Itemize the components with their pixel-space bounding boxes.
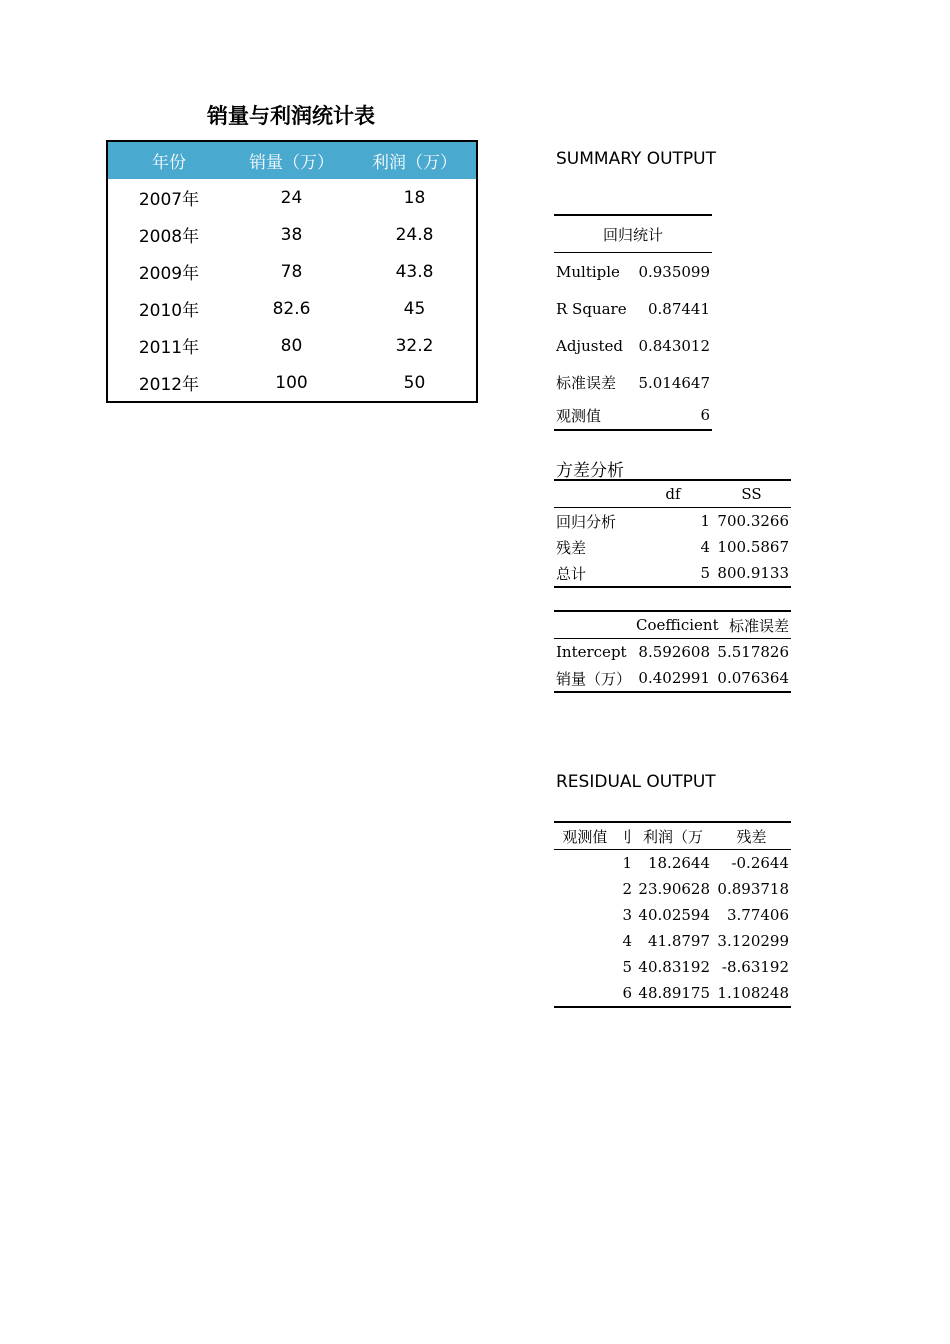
anova-df: 1 xyxy=(700,512,710,530)
table-row xyxy=(107,327,477,364)
residual-predicted: 41.8797 xyxy=(647,932,710,950)
table-row xyxy=(107,253,477,290)
stat-value: 0.843012 xyxy=(638,336,711,355)
anova-header-ss: SS xyxy=(741,485,762,503)
residual-predicted: 40.02594 xyxy=(638,906,710,924)
sales-profit-table xyxy=(106,140,478,403)
table-row xyxy=(554,327,712,364)
residual-header-row xyxy=(554,822,791,850)
stat-label: R Square xyxy=(556,299,627,318)
table-row xyxy=(554,928,791,954)
table-row xyxy=(554,980,791,1007)
table-row xyxy=(554,560,791,587)
table-row xyxy=(107,179,477,216)
year-cell: 2012年 xyxy=(138,375,200,395)
sales-cell: 100 xyxy=(275,372,308,393)
residual-header-obs: 观测值 刂 xyxy=(562,827,632,846)
coef-stderr: 0.076364 xyxy=(717,669,789,687)
stat-value: 0.87441 xyxy=(647,299,711,318)
stat-value: 0.935099 xyxy=(638,262,711,281)
table-row xyxy=(554,850,791,877)
residual-predicted: 23.90628 xyxy=(638,880,710,898)
residual-obs: 2 xyxy=(622,880,632,898)
stat-value: 6 xyxy=(700,406,711,424)
table-row xyxy=(554,876,791,902)
summary-output-heading: SUMMARY OUTPUT xyxy=(556,149,716,169)
coef-header-coefficient: Coefficient xyxy=(636,616,719,634)
year-cell: 2007年 xyxy=(138,190,200,210)
col-header-profit: 利润（万） xyxy=(353,141,477,179)
table-row xyxy=(554,401,712,430)
stat-label: 标准误差 xyxy=(556,374,617,392)
anova-table xyxy=(554,479,791,588)
sales-cell: 38 xyxy=(280,224,303,245)
residual-value: -8.63192 xyxy=(721,958,789,976)
table-row xyxy=(107,216,477,253)
profit-cell: 45 xyxy=(403,298,426,319)
residual-obs: 5 xyxy=(622,958,632,976)
residual-obs: 1 xyxy=(622,854,632,872)
stat-value: 5.014647 xyxy=(638,373,711,392)
anova-ss: 100.5867 xyxy=(717,538,789,556)
col-header-sales: 销量（万） xyxy=(230,141,353,179)
profit-cell: 50 xyxy=(403,372,426,393)
year-cell: 2008年 xyxy=(138,227,200,247)
coefficients-table xyxy=(554,610,791,693)
residual-value: 0.893718 xyxy=(717,880,789,898)
residual-header-predicted: 利润（万 xyxy=(642,827,703,846)
anova-heading: 方差分析 xyxy=(556,461,624,481)
sales-cell: 80 xyxy=(280,335,303,356)
table-row xyxy=(554,902,791,928)
profit-cell: 24.8 xyxy=(395,224,434,245)
anova-label: 回归分析 xyxy=(556,512,617,531)
anova-label: 总计 xyxy=(556,564,587,583)
stat-label: 观测值 xyxy=(556,406,602,425)
stat-label: Multiple xyxy=(556,262,620,281)
anova-label: 残差 xyxy=(556,538,587,557)
regression-stats-table xyxy=(554,214,712,431)
table-row xyxy=(554,665,791,692)
anova-header-row xyxy=(554,480,791,508)
table-row xyxy=(554,290,712,327)
anova-ss: 700.3266 xyxy=(717,512,789,530)
table-row xyxy=(554,639,791,666)
profit-cell: 32.2 xyxy=(395,335,434,356)
residual-predicted: 48.89175 xyxy=(638,984,710,1002)
table-title: 销量与利润统计表 xyxy=(207,104,375,128)
table-row xyxy=(107,290,477,327)
residual-obs: 6 xyxy=(622,984,632,1002)
coef-value: 0.402991 xyxy=(638,669,710,687)
residual-header-residual: 残差 xyxy=(736,827,767,846)
sales-cell: 24 xyxy=(280,187,303,208)
coef-header-stderr: 标准误差 xyxy=(728,616,789,635)
table-row xyxy=(554,954,791,980)
residual-value: -0.2644 xyxy=(731,854,789,872)
residual-obs: 3 xyxy=(622,906,632,924)
residual-predicted: 40.83192 xyxy=(638,958,710,976)
residual-value: 3.120299 xyxy=(717,932,789,950)
sales-cell: 82.6 xyxy=(272,298,311,319)
anova-df: 4 xyxy=(700,538,710,556)
coef-label: Intercept xyxy=(556,643,627,661)
residual-predicted: 18.2644 xyxy=(647,854,710,872)
sales-cell: 78 xyxy=(280,261,303,282)
residual-value: 1.108248 xyxy=(717,984,789,1002)
table-row xyxy=(554,534,791,560)
table-row xyxy=(554,253,712,291)
residual-output-heading: RESIDUAL OUTPUT xyxy=(556,772,716,792)
residual-table xyxy=(554,821,791,1008)
residual-obs: 4 xyxy=(622,932,632,950)
profit-cell: 43.8 xyxy=(395,261,434,282)
table-header-row xyxy=(107,141,477,179)
coef-header-blank xyxy=(554,611,634,639)
stat-label: Adjusted xyxy=(556,336,623,355)
anova-header-df: df xyxy=(665,485,681,503)
table-row xyxy=(554,364,712,401)
coef-stderr: 5.517826 xyxy=(717,643,789,661)
col-header-year: 年份 xyxy=(107,141,230,179)
table-row xyxy=(554,508,791,535)
table-row xyxy=(107,364,477,402)
year-cell: 2009年 xyxy=(138,264,200,284)
anova-header-blank xyxy=(554,480,634,508)
coef-value: 8.592608 xyxy=(638,643,710,661)
year-cell: 2010年 xyxy=(138,301,200,321)
anova-df: 5 xyxy=(700,564,710,582)
regression-stats-header-row xyxy=(554,215,712,253)
profit-cell: 18 xyxy=(403,187,426,208)
year-cell: 2011年 xyxy=(138,338,200,358)
coefficients-header-row xyxy=(554,611,791,639)
anova-ss: 800.9133 xyxy=(717,564,789,582)
residual-value: 3.77406 xyxy=(726,906,789,924)
coef-label: 销量（万） xyxy=(556,669,632,688)
regression-stats-header: 回归统计 xyxy=(603,225,664,244)
